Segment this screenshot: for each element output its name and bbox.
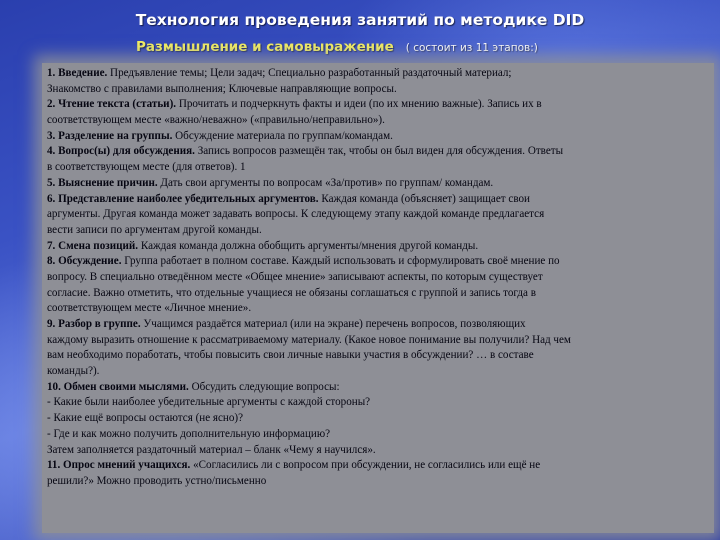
stage-heading: 9. Разбор в группе. (47, 318, 141, 330)
line-text: Затем заполняется раздаточный материал – бланк «Чему я научился». (47, 443, 376, 456)
text-line (47, 144, 717, 160)
text-line (47, 254, 717, 270)
text-line (47, 113, 717, 129)
text-line (47, 301, 717, 317)
line-text: решили?» Можно проводить устно/письменно (47, 474, 267, 487)
slide-subtitle: Размышление и самовыражение (136, 39, 394, 55)
text-line (47, 380, 717, 396)
stage-heading: 6. Представление наиболее убедительных аргументов. (47, 192, 319, 205)
line-text: Дать свои аргументы по вопросам «За/против» по группам/ командам. (157, 176, 494, 189)
text-line (47, 443, 717, 459)
stage-heading: 7. Смена позиций. (47, 239, 139, 252)
text-line (47, 129, 717, 145)
line-text: - Где и как можно получить дополнительную информацию? (47, 427, 331, 440)
subtitle-note: ( состоит из 11 этапов:) (405, 42, 538, 54)
line-text: Запись вопросов размещён так, чтобы он был виден для обсуждения. Ответы (194, 145, 564, 158)
line-text: Каждая команда должна обобщить аргументы/мнения другой команды. (138, 239, 479, 252)
stage-heading: 4. Вопрос(ы) для обсуждения. (47, 145, 195, 158)
stage-heading: 2. Чтение текста (статьи). (47, 98, 177, 111)
line-text: в соответствующем месте (для ответов). 1 (47, 161, 246, 174)
text-line (47, 160, 717, 176)
subtitle-row (136, 38, 538, 56)
text-line (47, 223, 717, 239)
stages-text (47, 66, 717, 490)
line-text: команды?). (47, 365, 100, 378)
line-text: Прочитать и подчеркнуть факты и идеи (по их мнению важные). Запись их в (176, 98, 542, 111)
text-line (47, 270, 717, 286)
text-line (47, 395, 717, 411)
slide-title: Технология проведения занятий по методике DID (135, 11, 585, 29)
stage-heading: 10. Обмен своими мыслями. (47, 380, 189, 393)
text-line (47, 286, 717, 302)
line-text: Обсуждение материала по группам/командам. (172, 129, 393, 142)
line-text: - Какие были наиболее убедительные аргументы с каждой стороны? (47, 396, 371, 409)
line-text: «Согласились ли с вопросом при обсуждении, не согласились или ещё не (190, 459, 541, 472)
text-line (47, 348, 717, 364)
stage-heading: 3. Разделение на группы. (47, 129, 173, 142)
text-line (47, 207, 717, 223)
text-line (47, 192, 717, 208)
text-line (47, 97, 717, 113)
stage-heading: 1. Введение. (47, 67, 108, 79)
text-line (47, 474, 717, 490)
line-text: Каждая команда (объясняет) защищает свои (318, 192, 530, 205)
line-text: соответствующем месте «важно/неважно» («правильно/неправильно»). (47, 114, 385, 127)
text-line (47, 239, 717, 255)
line-text: Предъявление темы; Цели задач; Специально разработанный раздаточный материал; (107, 67, 512, 79)
line-text: вести записи по аргументам другой команды. (47, 223, 262, 236)
text-line (47, 411, 717, 427)
line-text: соответствующем месте «Личное мнение». (47, 302, 252, 315)
line-text: аргументы. Другая команда может задавать вопросы. К следующему этапу каждой команде предлагается (47, 208, 545, 221)
stage-heading: 8. Обсуждение. (47, 255, 122, 268)
stage-heading: 5. Выяснение причин. (47, 176, 158, 189)
text-line (47, 66, 717, 82)
text-line (47, 427, 717, 443)
text-line (47, 317, 717, 333)
line-text: каждому выразить отношение к рассматриваемому материалу. (Какое новое понимание вы получили? Над чем (47, 333, 571, 346)
stage-heading: 11. Опрос мнений учащихся. (47, 459, 191, 472)
line-text: вам необходимо поработать, чтобы повысить свои личные навыки участия в обсуждении? … в составе (47, 349, 534, 362)
line-text: вопросу. В специально отведённом месте «Общее мнение» записывают аспекты, по которым существует (47, 270, 543, 283)
line-text: Знакомство с правилами выполнения; Ключевые направляющие вопросы. (47, 82, 397, 95)
line-text: Обсудить следующие вопросы: (188, 380, 340, 393)
text-line (47, 176, 717, 192)
text-line (47, 364, 717, 380)
line-text: Учащимся раздаётся материал (или на экране) перечень вопросов, позволяющих (140, 318, 526, 330)
text-line (47, 82, 717, 98)
text-line (47, 333, 717, 349)
text-line (47, 458, 717, 474)
line-text: согласие. Важно отметить, что отдельные учащиеся не обязаны соглашаться с группой и запись тогда в (47, 286, 536, 299)
line-text: - Какие ещё вопросы остаются (не ясно)? (47, 412, 244, 425)
line-text: Группа работает в полном составе. Каждый использовать и сформулировать своё мнение по (121, 255, 560, 268)
